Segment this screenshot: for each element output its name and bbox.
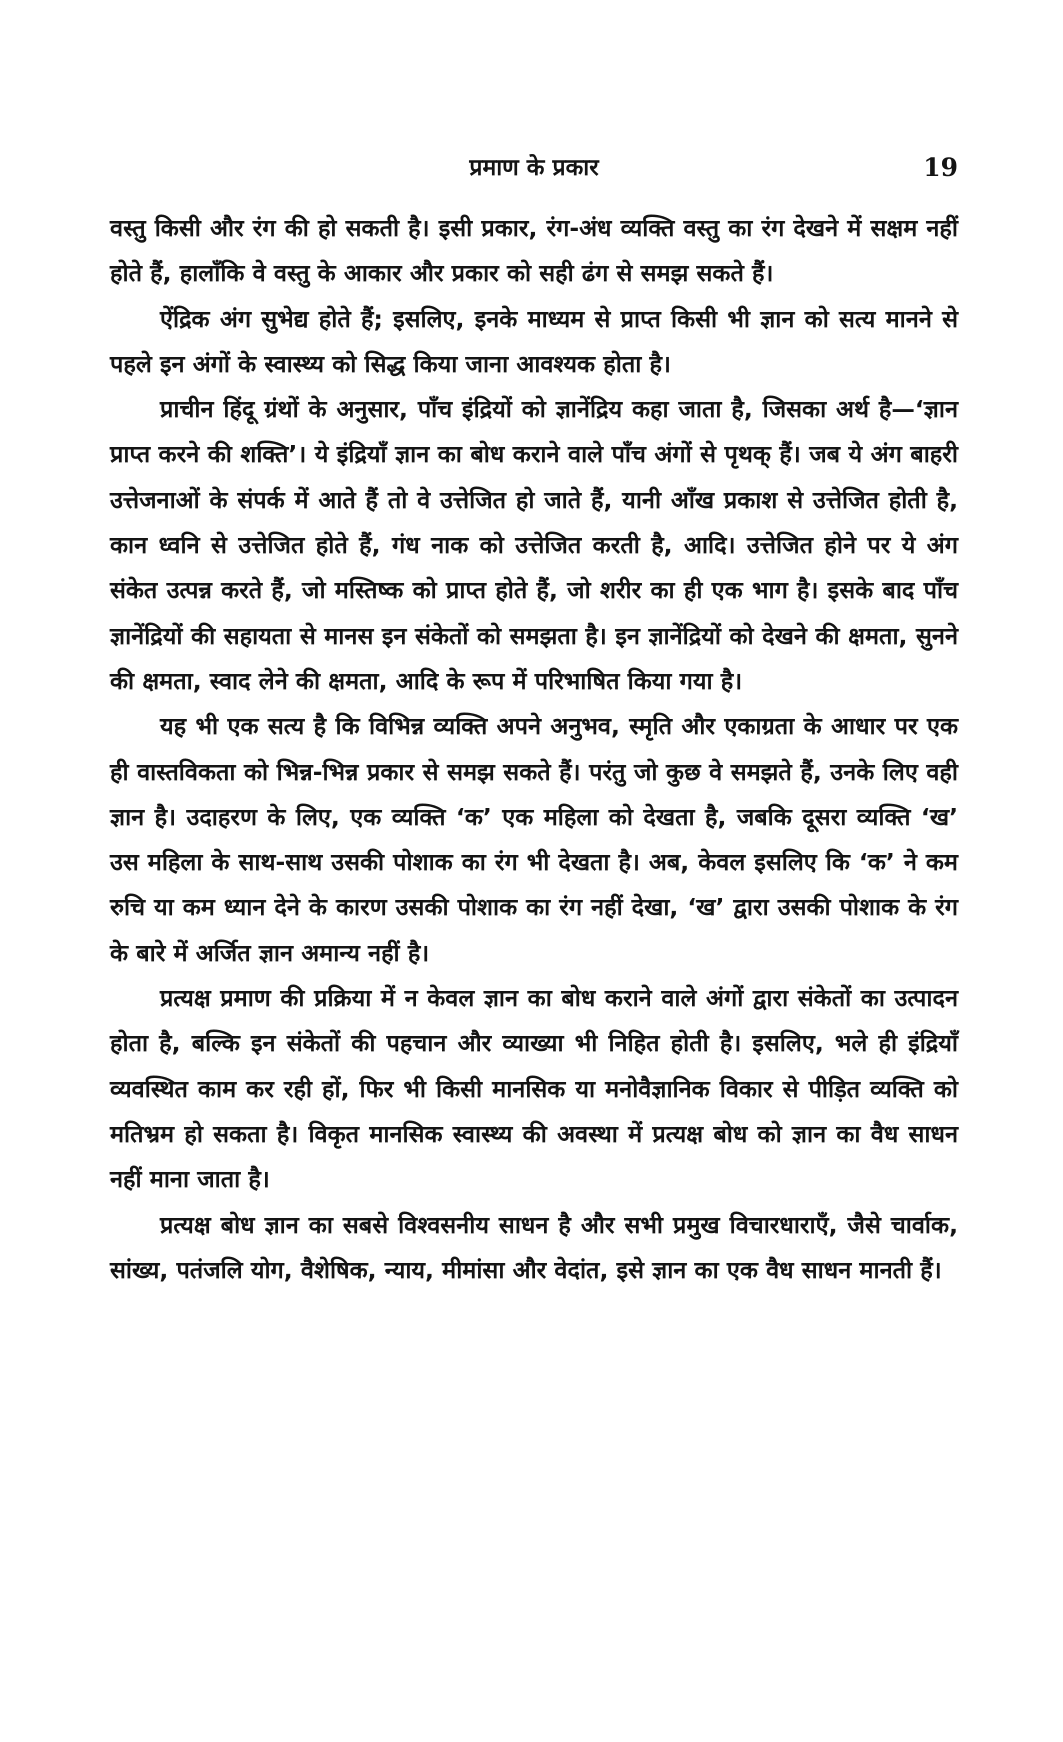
paragraph-6: प्रत्यक्ष बोध ज्ञान का सबसे विश्वसनीय साधन है और सभी प्रमुख विचारधाराएँ, जैसे चार्वाक, सांख्य, पतंजलि योग, वैशेषिक, न्याय, मीमांसा और वेदांत, इसे ज्ञान का एक वैध साधन मानती हैं। (110, 1210, 958, 1284)
page-number: 19 (923, 153, 958, 182)
paragraph-1: वस्तु किसी और रंग की हो सकती है। इसी प्रकार, रंग-अंध व्यक्ति वस्तु का रंग देखने में सक्षम नहीं होते हैं, हालाँकि वे वस्तु के आकार और प्रकार को सही ढंग से समझ सकते हैं। (110, 214, 958, 288)
paragraph-3: प्राचीन हिंदू ग्रंथों के अनुसार, पाँच इंद्रियों को ज्ञानेंद्रिय कहा जाता है, जिसका अर्थ है—‘ज्ञान प्राप्त करने की शक्ति’। ये इंद्रियाँ ज्ञान का बोध कराने वाले पाँच अंगों से पृथक् हैं। जब ये अंग बाहरी उत्तेजनाओं के संपर्क में आते हैं तो वे उत्तेजित हो जाते हैं, यानी आँख प्रकाश से उत्तेजित होती है, कान ध्वनि से उत्तेजित होते हैं, गंध नाक को उत्तेजित करती है, आदि। उत्तेजित होने पर ये अंग संकेत उत्पन्न करते हैं, जो मस्तिष्क को प्राप्त होते हैं, जो शरीर का ही एक भाग है। इसके बाद पाँच ज्ञानेंद्रियों की सहायता से मानस इन संकेतों को समझता है। इन ज्ञानेंद्रियों को देखने की क्षमता, सुनने की क्षमता, स्वाद लेने की क्षमता, आदि के रूप में परिभाषित किया गया है। (110, 395, 958, 695)
running-header (110, 150, 958, 186)
chapter-title: प्रमाण के प्रकार (469, 155, 599, 181)
body-text (110, 206, 958, 1293)
paragraph-5: प्रत्यक्ष प्रमाण की प्रक्रिया में न केवल ज्ञान का बोध कराने वाले अंगों द्वारा संकेतों का उत्पादन होता है, बल्कि इन संकेतों की पहचान और व्याख्या भी निहित होती है। इसलिए, भले ही इंद्रियाँ व्यवस्थित काम कर रही हों, फिर भी किसी मानसिक या मनोवैज्ञानिक विकार से पीड़ित व्यक्ति को मतिभ्रम हो सकता है। विकृत मानसिक स्वास्थ्य की अवस्था में प्रत्यक्ष बोध को ज्ञान का वैध साधन नहीं माना जाता है। (110, 984, 958, 1194)
paragraph-4: यह भी एक सत्य है कि विभिन्न व्यक्ति अपने अनुभव, स्मृति और एकाग्रता के आधार पर एक ही वास्तविकता को भिन्न-भिन्न प्रकार से समझ सकते हैं। परंतु जो कुछ वे समझते हैं, उनके लिए वही ज्ञान है। उदाहरण के लिए, एक व्यक्ति ‘क’ एक महिला को देखता है, जबकि दूसरा व्यक्ति ‘ख’ उस महिला के साथ-साथ उसकी पोशाक का रंग भी देखता है। अब, केवल इसलिए कि ‘क’ ने कम रुचि या कम ध्यान देने के कारण उसकी पोशाक का रंग नहीं देखा, ‘ख’ द्वारा उसकी पोशाक के रंग के बारे में अर्जित ज्ञान अमान्य नहीं है। (110, 712, 958, 967)
paragraph-2: ऐंद्रिक अंग सुभेद्य होते हैं; इसलिए, इनके माध्यम से प्राप्त किसी भी ज्ञान को सत्य मानने से पहले इन अंगों के स्वास्थ्य को सिद्ध किया जाना आवश्यक होता है। (110, 304, 958, 378)
